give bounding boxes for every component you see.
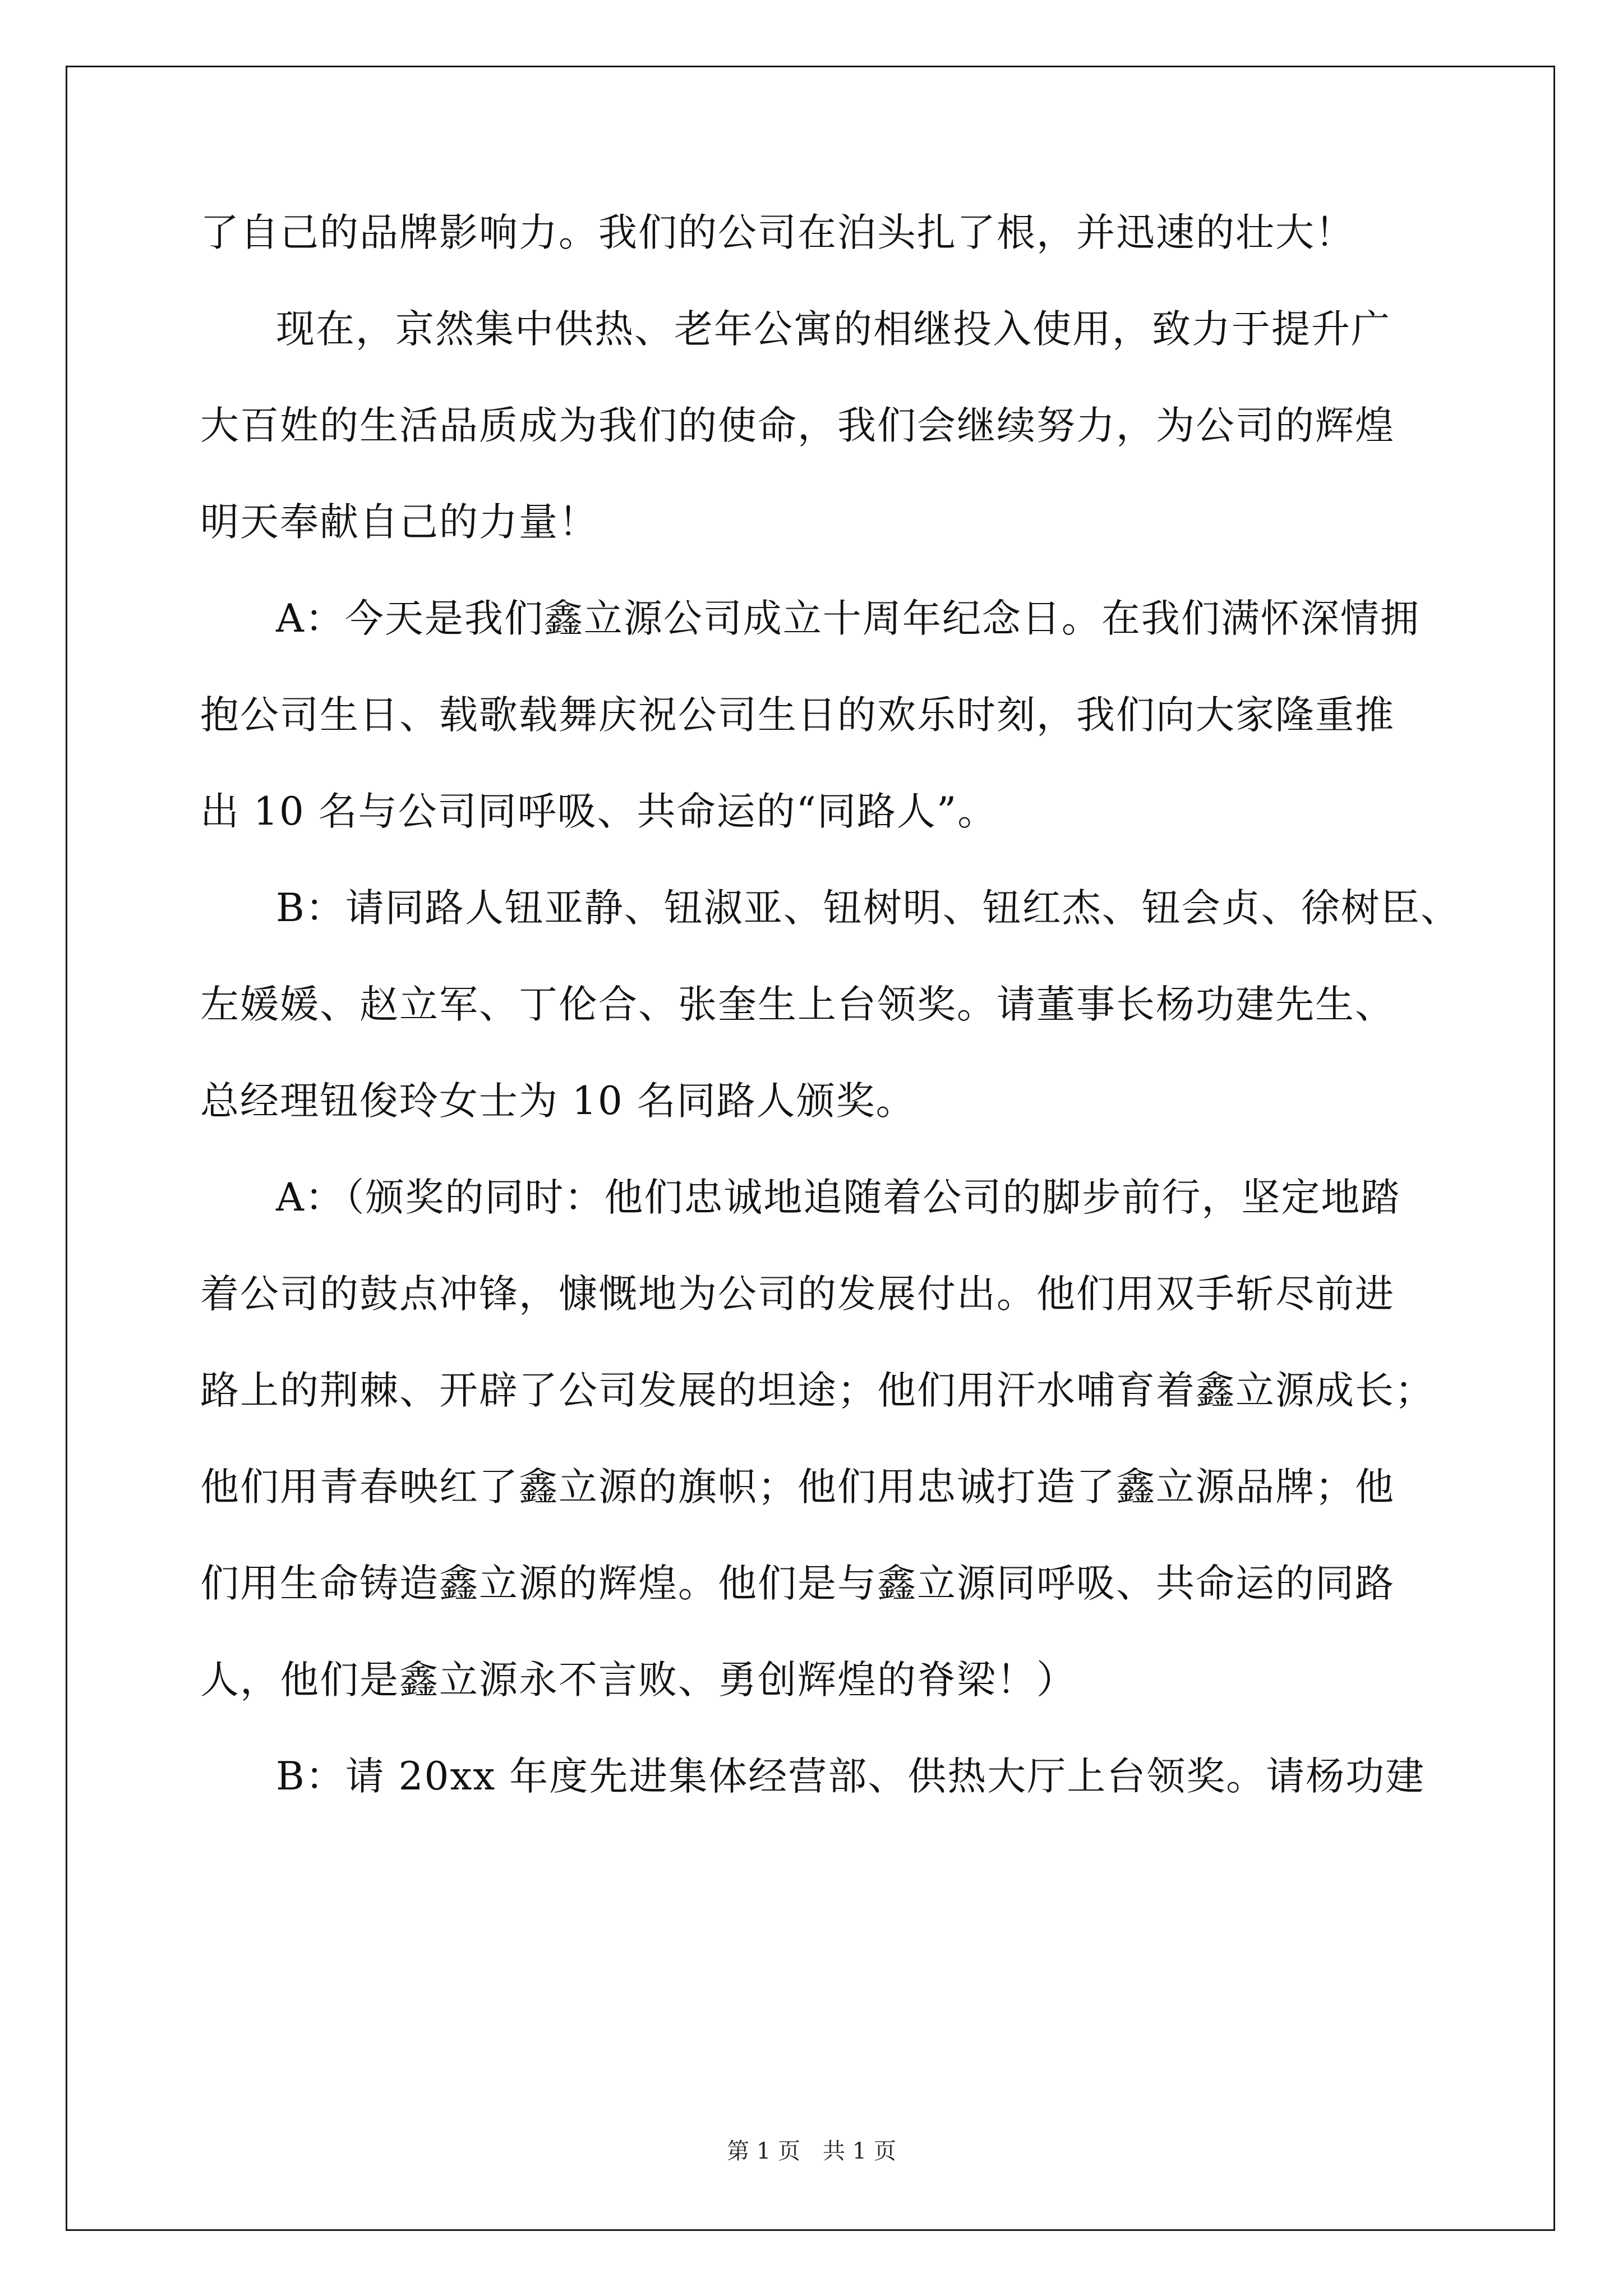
paragraph-2-line-2: 大百姓的生活品质成为我们的使命，我们会继续努力，为公司的辉煌 [200,403,1395,448]
paragraph-2-line-1: 现在，京然集中供热、老年公寓的相继投入使用，致力于提升广 [276,307,1391,352]
paragraph-2-line-3: 明天奉献自己的力量！ [200,500,598,545]
paragraph-4-line-2: 左媛媛、赵立军、丁伦合、张奎生上台领奖。请董事长杨功建先生、 [200,982,1395,1027]
paragraph-5-line-1: A：（颁奖的同时：他们忠诚地追随着公司的脚步前行，坚定地踏 [276,1175,1401,1220]
page-border [66,66,1555,2231]
paragraph-5-line-4: 他们用青春映红了鑫立源的旗帜；他们用忠诚打造了鑫立源品牌；他 [200,1465,1395,1510]
paragraph-5-line-3: 路上的荆棘、开辟了公司发展的坦途；他们用汗水哺育着鑫立源成长； [200,1368,1435,1413]
paragraph-6-line-1: B：请 20xx 年度先进集体经营部、供热大厅上台领奖。请杨功建 [276,1754,1426,1799]
paragraph-4-line-3: 总经理钮俊玲女士为 10 名同路人颁奖。 [200,1079,916,1124]
paragraph-3-line-3: 出 10 名与公司同呼吸、共命运的“同路人”。 [200,789,998,834]
paragraph-3-line-1: A：今天是我们鑫立源公司成立十周年纪念日。在我们满怀深情拥 [276,596,1420,641]
paragraph-3-line-2: 抱公司生日、载歌载舞庆祝公司生日的欢乐时刻，我们向大家隆重推 [200,693,1395,738]
paragraph-5-line-2: 着公司的鼓点冲锋，慷慨地为公司的发展付出。他们用双手斩尽前进 [200,1272,1395,1317]
paragraph-5-line-5: 们用生命铸造鑫立源的辉煌。他们是与鑫立源同呼吸、共命运的同路 [200,1561,1395,1606]
page-number-footer: 第 1 页 共 1 页 [727,2138,896,2164]
paragraph-4-line-1: B：请同路人钮亚静、钮淑亚、钮树明、钮红杰、钮会贞、徐树臣、 [276,886,1460,931]
paragraph-5-line-6: 人，他们是鑫立源永不言败、勇创辉煌的脊梁！） [200,1658,1076,1703]
paragraph-1-line-1: 了自己的品牌影响力。我们的公司在泊头扎了根，并迅速的壮大！ [200,210,1355,255]
